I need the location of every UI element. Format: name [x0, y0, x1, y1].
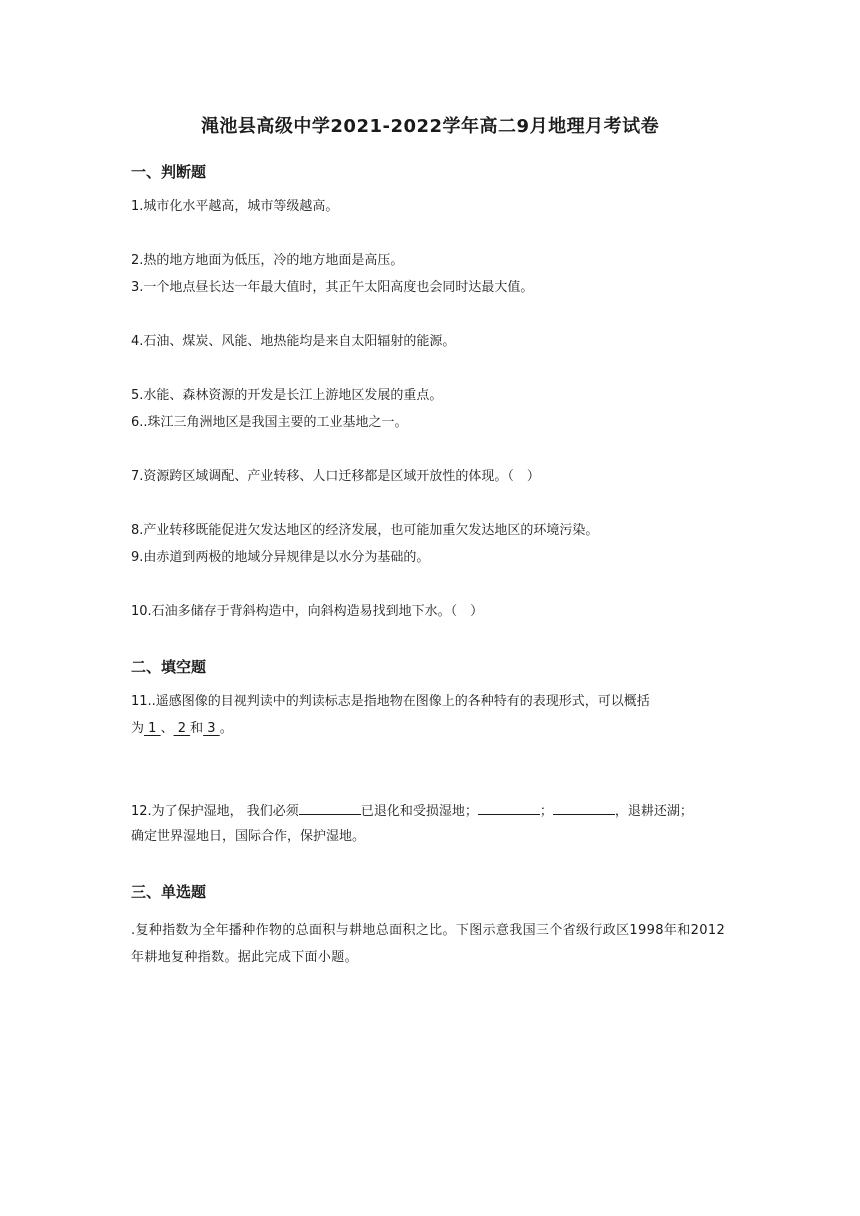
judge-question-8: 8.产业转移既能促进欠发达地区的经济发展，也可能加重欠发达地区的环境污染。: [131, 523, 599, 538]
section-heading-fill: 二、填空题: [131, 658, 207, 676]
judge-question-1: 1.城市化水平越高，城市等级越高。: [131, 199, 339, 214]
q11-blank-2: 2: [173, 721, 191, 736]
q11-blank-1: 1: [144, 721, 161, 736]
q12-part-3: ；: [539, 804, 553, 819]
judge-question-10: 10.石油多储存于背斜构造中，向斜构造易找到地下水。（ ）: [131, 604, 484, 619]
q11-prefix: 为: [131, 721, 145, 736]
judge-question-9: 9.由赤道到两极的地域分异规律是以水分为基础的。: [131, 550, 430, 565]
single-question-intro: .复种指数为全年播种作物的总面积与耕地总面积之比。下图示意我国三个省级行政区1998年和2012年耕地复种指数。据此完成下面小题。: [131, 923, 726, 965]
judge-question-4: 4.石油、煤炭、风能、地热能均是来自太阳辐射的能源。: [131, 334, 456, 349]
q12-blank-3: [553, 800, 615, 815]
section-heading-single: 三、单选题: [131, 883, 207, 901]
q12-blank-2: [478, 800, 540, 815]
q12-part-2: 已退化和受损湿地；: [360, 804, 478, 819]
section-heading-judge: 一、判断题: [131, 163, 207, 181]
q11-sep-1: 、: [160, 721, 174, 736]
judge-question-5: 5.水能、森林资源的开发是长江上游地区发展的重点。: [131, 388, 443, 403]
exam-title: 渑池县高级中学2021-2022学年高二9月地理月考试卷: [200, 116, 660, 137]
q11-blank-3: 3: [203, 721, 220, 736]
q11-sep-2: 和: [190, 721, 204, 736]
q12-part-4: ，退耕还湖；: [614, 804, 693, 819]
judge-question-2: 2.热的地方地面为低压，冷的地方地面是高压。: [131, 253, 404, 268]
fill-question-11-line1: 11..遥感图像的目视判读中的判读标志是指地物在图像上的各种特有的表现形式，可以概括: [131, 694, 650, 709]
fill-question-12-line1: [131, 800, 731, 822]
judge-question-3: 3.一个地点昼长达一年最大值时，其正午太阳高度也会同时达最大值。: [131, 280, 534, 295]
judge-question-6: 6..珠江三角洲地区是我国主要的工业基地之一。: [131, 415, 408, 430]
fill-question-11-line2: [131, 719, 731, 739]
q11-suffix: 。: [219, 721, 233, 736]
q12-blank-1: [299, 800, 361, 815]
fill-question-12-line2: 确定世界湿地日，国际合作，保护湿地。: [131, 829, 366, 844]
q12-part-1: 12.为了保护湿地， 我们必须: [131, 804, 299, 819]
judge-question-7: 7.资源跨区域调配、产业转移、人口迁移都是区域开放性的体现。（ ）: [131, 469, 540, 484]
